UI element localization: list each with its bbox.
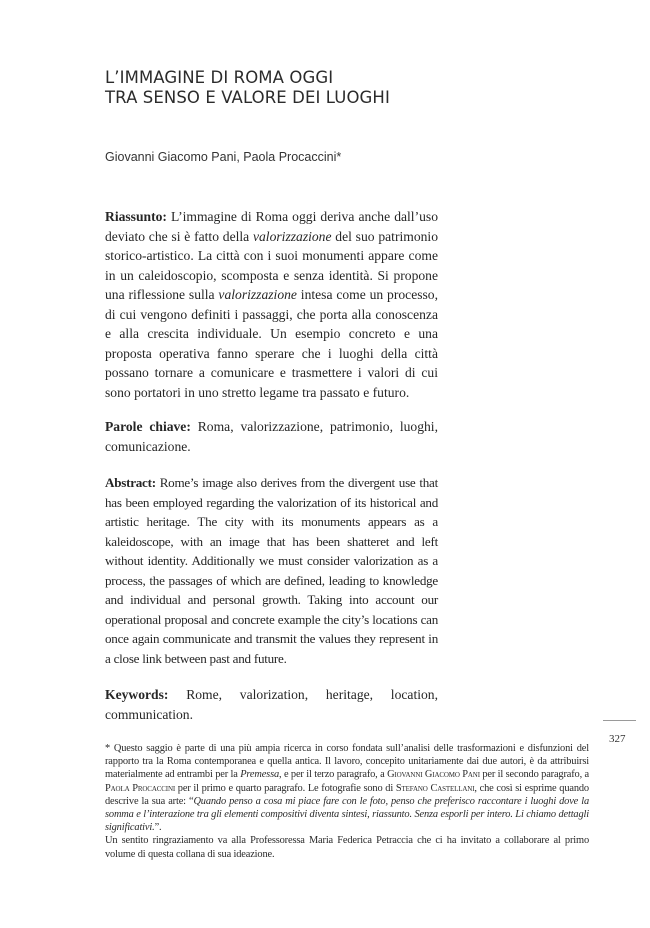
footnote-paragraph-2: Un sentito ringraziamento va alla Professoressa Maria Federica Petraccia che ci ha invitato a collaborare al primo volume di questa collana di sua ideazione.: [105, 835, 589, 860]
footnote-quote: Quando penso a cosa mi piace fare con le foto, penso che preferisco raccontare i luoghi dove la somma e l’interazione tra gli elementi compositivi diventa sintesi, riassunto. Senza esporli per intero. Li chiamo dettagli significativi.: [105, 795, 589, 834]
footnote-text-5: , che così si esprime quando descrive la sua arte: “: [105, 782, 589, 807]
parole-chiave-label: Parole chiave:: [105, 419, 191, 434]
article-title: [105, 68, 390, 108]
authors-line: Giovanni Giacomo Pani, Paola Procaccini*: [105, 150, 342, 164]
abstract-text: Rome’s image also derives from the divergent use that has been employed regarding the valorization of its historical and artistic heritage. The city with its monuments appears as a kaleidoscope, with an image that has been shatteret and left without identity. Additionally we must consider valorization as a process, the passages of which are defined, leading to knowledge and individual and personal growth. Taking into account our operational proposal and concrete example the city’s locations can once again communicate and transmit the values they represent in a close link between past and future.: [105, 475, 438, 666]
footnote-text-6: ”.: [154, 822, 162, 834]
footnote-text-2: , e per il terzo paragrafo, a: [279, 769, 388, 781]
page-number-rule: [603, 720, 636, 721]
footnote-photographer: Stefano Castellani: [395, 782, 475, 794]
riassunto-emphasis-1: valorizzazione: [252, 228, 332, 244]
riassunto-text-2: del suo patrimonio storico-artistico. La città con i suoi monumenti appare come in un caleidoscopio, scomposta e senza identità. Si propone una riflessione sulla: [105, 228, 438, 302]
riassunto-paragraph: [105, 207, 438, 402]
parole-chiave-text: Roma, valorizzazione, patrimonio, luoghi, comunicazione.: [105, 419, 438, 454]
title-line-2: TRA SENSO E VALORE DEI LUOGHI: [105, 88, 390, 107]
footnote-author-procaccini: Paola Procaccini: [105, 782, 176, 794]
abstract-label: Abstract:: [105, 475, 156, 490]
footnote: [105, 742, 589, 861]
riassunto-text-1: L’immagine di Roma oggi deriva anche dall’uso deviato che si è fatto della: [105, 209, 438, 244]
footnote-text-1: * Questo saggio è parte di una più ampia ricerca in corso fondata sull’analisi delle trasformazioni e disfunzioni del rapporto tra la Roma contemporanea e quella antica. Il lavoro, concepito unitariamente dai due autori, è da attribuirsi materialmente ad entrambi per la: [105, 743, 589, 781]
page-number: 327: [609, 733, 626, 745]
title-line-1: L’IMMAGINE DI ROMA OGGI: [105, 68, 334, 87]
abstract-paragraph: [105, 473, 438, 668]
footnote-paragraph-1: [105, 742, 589, 834]
riassunto-text-3: intesa come un processo, di cui vengono definiti i passaggi, che porta alla conoscenza e alla crescita individuale. Un esempio concreto e una proposta operativa fanno sperare che i luoghi della città possano tornare a comunicare e trasmettere i valori di cui sono portatori in uno stretto legame tra passato e futuro.: [105, 287, 438, 400]
footnote-premessa: Premessa: [240, 769, 280, 781]
keywords-label: Keywords:: [105, 687, 169, 702]
parole-chiave-paragraph: [105, 417, 438, 456]
footnote-text-3: per il secondo paragrafo, a: [479, 769, 589, 781]
footnote-text-4: per il primo e quarto paragrafo. Le fotografie sono di: [175, 782, 396, 794]
riassunto-emphasis-2: valorizzazione: [218, 287, 297, 302]
footnote-author-pani: Giovanni Giacomo Pani: [387, 769, 480, 781]
riassunto-label: Riassunto:: [105, 209, 167, 224]
keywords-text: Rome, valorization, heritage, location, communication.: [105, 687, 438, 722]
keywords-paragraph: [105, 685, 438, 724]
